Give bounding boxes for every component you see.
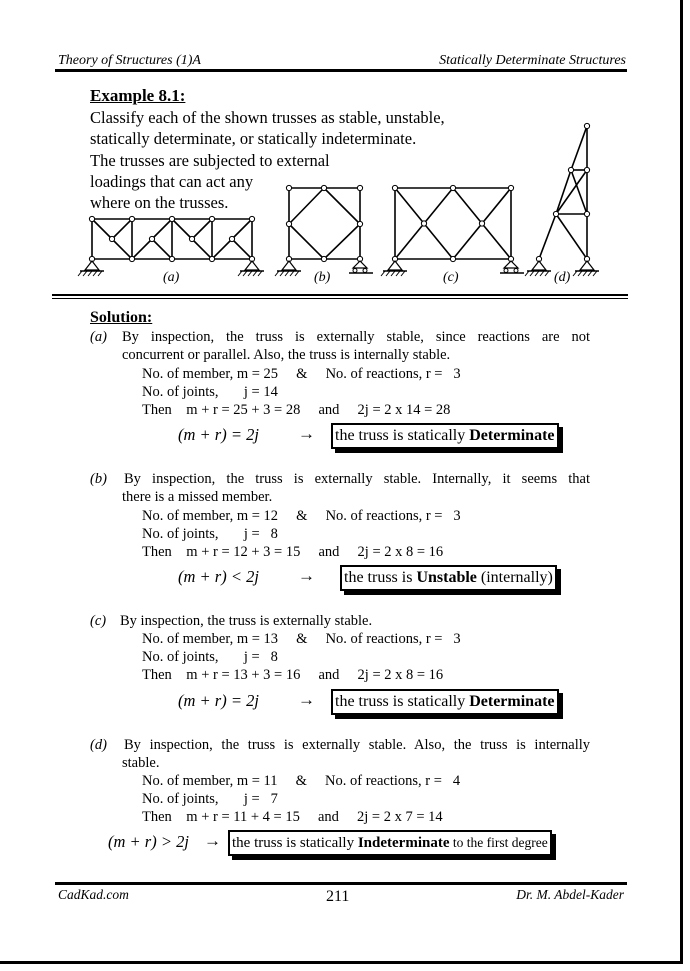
solution-b-text-1: By inspection, the truss is externally stable. Internally, it seems that — [124, 471, 590, 487]
footer-left: CadKad.com — [58, 887, 129, 902]
truss-a — [78, 216, 264, 276]
solution-b-then: Then m + r = 12 + 3 = 15 and 2j = 2 x 8 = 16 — [142, 544, 444, 560]
figure-label-d: (d) — [554, 270, 571, 285]
solution-c-result-text: the truss is statically — [335, 693, 470, 710]
solution-a-then: Then m + r = 25 + 3 = 28 and 2j = 2 x 14 = 28 — [142, 402, 451, 418]
solution-b-result-bold: Unstable — [416, 569, 477, 586]
solution-a-equation: (m + r) = 2j — [178, 425, 259, 444]
example-line-2: statically determinate, or statically indeterminate. — [90, 129, 417, 148]
truss-d — [525, 123, 599, 276]
solution-d-result-suffix: to the first degree — [449, 835, 548, 850]
solution-c-equation: (m + r) = 2j — [178, 691, 259, 710]
section-divider-top — [52, 294, 628, 296]
solution-c-tag: (c) — [90, 613, 107, 629]
solution-d-members: No. of member, m = 11 & No. of reactions, r = 4 — [142, 773, 461, 789]
solution-d-result-text: the truss is statically — [232, 835, 358, 851]
solution-a-members: No. of member, m = 25 & No. of reactions, r = 3 — [142, 366, 461, 382]
solution-d-arrow-icon: → — [204, 831, 221, 850]
figure-label-b: (b) — [314, 270, 331, 285]
solution-b-text-2: there is a missed member. — [122, 489, 273, 505]
solution-b-tag: (b) — [90, 471, 107, 487]
example-line-5: where on the trusses. — [90, 193, 229, 212]
footer-rule — [55, 882, 627, 885]
solution-a-result-text: the truss is statically — [335, 427, 470, 444]
figure-label-c: (c) — [443, 270, 459, 285]
solution-d-then: Then m + r = 11 + 4 = 15 and 2j = 2 x 7 = 14 — [142, 809, 443, 825]
solution-title: Solution: — [90, 309, 153, 326]
example-title: Example 8.1: — [90, 86, 186, 105]
figure-label-a: (a) — [163, 270, 180, 285]
solution-a-result-box — [331, 423, 559, 449]
page-number: 211 — [326, 888, 350, 905]
solution-c-arrow-icon: → — [298, 690, 315, 709]
solution-a-text-1: By inspection, the truss is externally stable, since reactions are not — [122, 329, 590, 345]
solution-c-joints: No. of joints, j = 8 — [142, 649, 278, 665]
solution-d-text-2: stable. — [122, 755, 160, 771]
solution-a-text-2: concurrent or parallel. Also, the truss is internally stable. — [122, 347, 451, 363]
solution-d-joints: No. of joints, j = 7 — [142, 791, 278, 807]
solution-a-tag: (a) — [90, 329, 107, 345]
solution-b-result-text: the truss is — [344, 569, 417, 586]
solution-b-members: No. of member, m = 12 & No. of reactions, r = 3 — [142, 508, 461, 524]
solution-b-result-suffix: (internally) — [476, 569, 553, 586]
solution-d-text-1: By inspection, the truss is externally stable. Also, the truss is internally — [124, 737, 590, 753]
example-line-1: Classify each of the shown trusses as stable, unstable, — [90, 108, 445, 127]
truss-c — [381, 185, 524, 276]
solution-d-equation: (m + r) > 2j — [108, 832, 189, 851]
solution-a-joints: No. of joints, j = 14 — [142, 384, 278, 400]
solution-a-arrow-icon: → — [298, 424, 315, 443]
solution-d-tag: (d) — [90, 737, 107, 753]
solution-c-result-box — [331, 689, 559, 715]
example-line-4: loadings that can act any — [90, 172, 254, 191]
truss-figures — [0, 0, 690, 300]
solution-d-result-bold: Indeterminate — [357, 835, 450, 851]
solution-c-result-bold: Determinate — [469, 693, 555, 710]
solution-c-members: No. of member, m = 13 & No. of reactions, r = 3 — [142, 631, 461, 647]
section-divider-bottom — [52, 298, 628, 299]
header-right: Statically Determinate Structures — [439, 53, 626, 68]
solution-b-equation: (m + r) < 2j — [178, 567, 259, 586]
solution-d-result-box — [228, 830, 552, 856]
truss-b — [275, 185, 373, 276]
solution-c-then: Then m + r = 13 + 3 = 16 and 2j = 2 x 8 = 16 — [142, 667, 444, 683]
solution-b-joints: No. of joints, j = 8 — [142, 526, 278, 542]
footer-right: Dr. M. Abdel-Kader — [516, 887, 624, 902]
solution-b-arrow-icon: → — [298, 566, 315, 585]
header-left: Theory of Structures (1)A — [58, 53, 201, 68]
example-line-3: The trusses are subjected to external — [90, 151, 330, 170]
solution-c-text-1: By inspection, the truss is externally stable. — [120, 613, 373, 629]
solution-a-result-bold: Determinate — [469, 427, 555, 444]
solution-b-result-box — [340, 565, 557, 591]
